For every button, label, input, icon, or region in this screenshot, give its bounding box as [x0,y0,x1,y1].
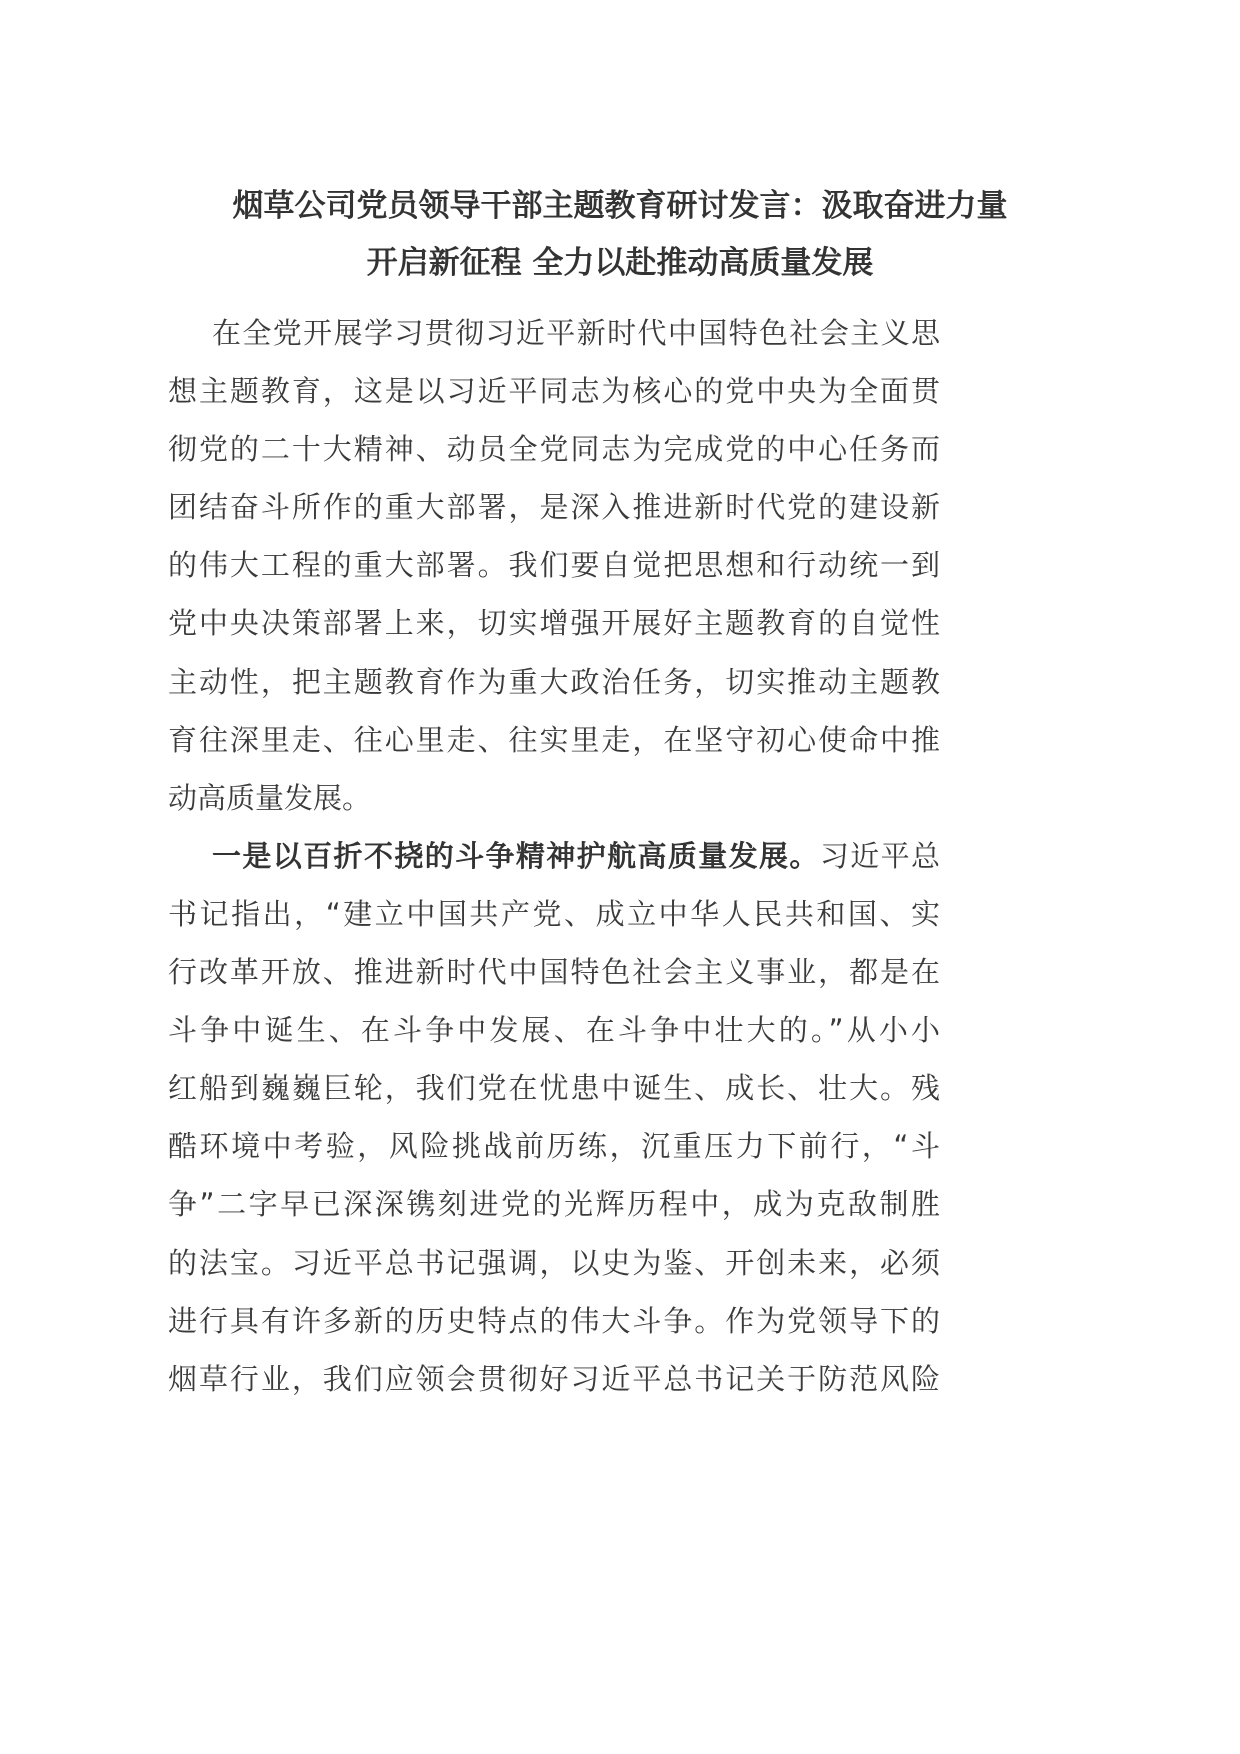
text-line: 酷环境中考验，风险挑战前历练，沉重压力下前行，“斗 [168,1129,940,1164]
document-title-line-1: 烟草公司党员领导干部主题教育研讨发言：汲取奋进力量 [232,188,1008,224]
text-line: 团结奋斗所作的重大部署，是深入推进新时代党的建设新 [168,490,940,525]
paragraph-intro [168,304,940,827]
text-line: 主动性，把主题教育作为重大政治任务，切实推动主题教 [168,664,940,699]
text-line: 党中央决策部署上来，切实增强开展好主题教育的自觉性 [168,606,940,641]
text-line: 动高质量发展。 [168,780,372,815]
text-line: 行改革开放、推进新时代中国特色社会主义事业，都是在 [168,955,940,990]
text-line: 想主题教育，这是以习近平同志为核心的党中央为全面贯 [168,374,940,409]
text-line: 彻党的二十大精神、动员全党同志为完成党的中心任务而 [168,432,940,467]
document-title-line-2: 开启新征程 全力以赴推动高质量发展 [366,245,874,281]
paragraph-point-one [168,827,940,1408]
text-line: 的伟大工程的重大部署。我们要自觉把思想和行动统一到 [168,548,940,583]
text-line [168,827,940,885]
text-line: 争”二字早已深深镌刻进党的光辉历程中，成为克敌制胜 [168,1187,940,1222]
text-span: 习近平总 [819,838,940,873]
text-line: 烟草行业，我们应领会贯彻好习近平总书记关于防范风险 [168,1361,940,1396]
text-line: 进行具有许多新的历史特点的伟大斗争。作为党领导下的 [168,1303,940,1338]
section-heading: 一是以百折不挠的斗争精神护航高质量发展。 [212,838,820,873]
text-line: 书记指出，“建立中国共产党、成立中华人民共和国、实 [168,896,940,931]
text-line: 在全党开展学习贯彻习近平新时代中国特色社会主义思 [212,316,940,350]
text-line: 斗争中诞生、在斗争中发展、在斗争中壮大的。”从小小 [168,1013,940,1048]
document-body [168,304,940,1408]
text-line: 的法宝。习近平总书记强调，以史为鉴、开创未来，必须 [168,1245,940,1280]
text-line: 育往深里走、往心里走、往实里走，在坚守初心使命中推 [168,722,940,757]
text-line: 红船到巍巍巨轮，我们党在忧患中诞生、成长、壮大。残 [168,1071,940,1106]
